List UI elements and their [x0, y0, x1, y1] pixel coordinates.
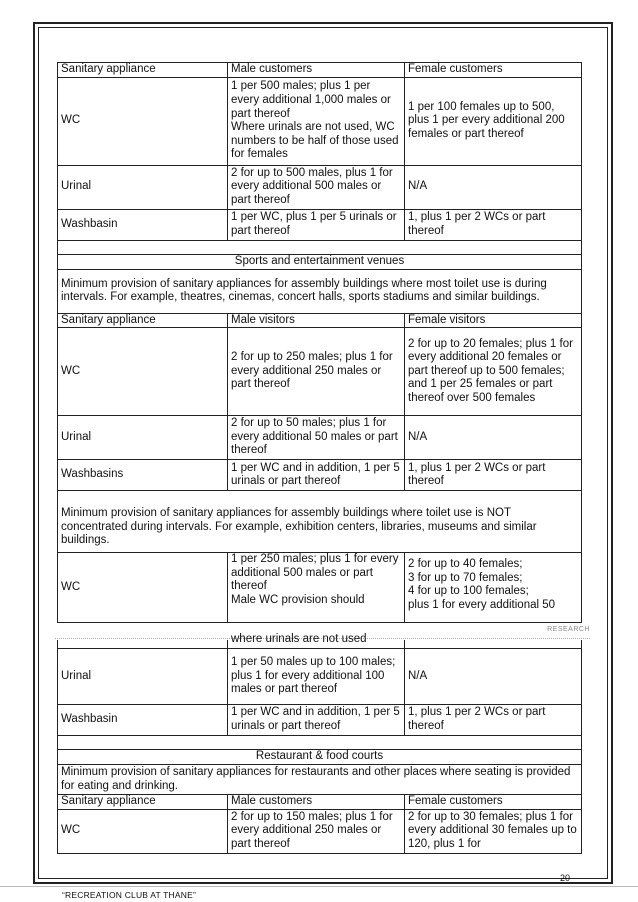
male-cell: 2 for up to 50 males; plus 1 for every additional 50 males or part thereof — [228, 416, 405, 460]
male-cell: 2 for up to 500 males, plus 1 for every additional 500 males or part thereof — [228, 165, 405, 209]
section-title-row — [58, 750, 582, 765]
table-header-row — [58, 63, 582, 78]
appliance-cell: Urinal — [58, 649, 228, 705]
section-desc-row — [58, 765, 582, 795]
table-row — [58, 165, 582, 209]
header-cell: Sanitary appliance — [58, 63, 228, 78]
table-header-row — [58, 795, 582, 810]
table-row — [58, 809, 582, 853]
appliance-cell: WC — [58, 77, 228, 165]
appliance-cell: Urinal — [58, 416, 228, 460]
appliance-cell: WC — [58, 809, 228, 853]
spacer-row — [58, 240, 582, 254]
male-cell: 1 per 50 males up to 100 males; plus 1 for every additional 100 males or part thereof — [228, 649, 405, 705]
header-cell: Sanitary appliance — [58, 795, 228, 810]
table-row — [58, 416, 582, 460]
page-number: 20 — [560, 873, 571, 883]
appliance-cell: WC — [58, 553, 228, 623]
male-cell: 1 per WC and in addition, 1 per 5 urinals or part thereof — [228, 460, 405, 491]
female-cell: 2 for up to 20 females; plus 1 for every additional 20 females or part thereof up to 500 females; and 1 per 25 females or part thereof over 500 females — [405, 328, 582, 416]
sanitary-table-upper — [57, 62, 581, 621]
spacer-row — [58, 736, 582, 750]
male-cell: 1 per WC, plus 1 per 5 urinals or part thereof — [228, 209, 405, 240]
female-cell: 1 per 100 females up to 500, plus 1 per every additional 200 females or part thereof — [405, 77, 582, 165]
female-cell: N/A — [405, 416, 582, 460]
appliance-cell: Washbasins — [58, 460, 228, 491]
section-title: Sports and entertainment venues — [58, 254, 582, 269]
appliance-cell: Washbasin — [58, 209, 228, 240]
male-cell: 1 per 500 males; plus 1 per every additional 1,000 males or part thereof Where urinals are not used, WC numbers to be half of those used for females — [228, 77, 405, 165]
footer-title: “RECREATION CLUB AT THANE” — [62, 890, 196, 900]
table-row — [58, 640, 582, 649]
header-cell: Female customers — [405, 63, 582, 78]
table-row — [58, 705, 582, 736]
male-cell: 2 for up to 250 males; plus 1 for every additional 250 males or part thereof — [228, 328, 405, 416]
header-cell: Sanitary appliance — [58, 313, 228, 328]
section-desc-row — [58, 269, 582, 313]
female-cell: 2 for up to 40 females; 3 for up to 70 females; 4 for up to 100 females; plus 1 for every additional 50 — [405, 553, 582, 623]
table-header-row — [58, 313, 582, 328]
appliance-cell: WC — [58, 328, 228, 416]
table-row — [58, 460, 582, 491]
female-cell: 1, plus 1 per 2 WCs or part thereof — [405, 460, 582, 491]
appliance-cell: Urinal — [58, 165, 228, 209]
section-description: Minimum provision of sanitary appliances for assembly buildings where toilet use is NOT concentrated during intervals. For example, exhibition centers, libraries, museums and similar buildings. — [58, 491, 582, 553]
research-label: RESEARCH — [547, 626, 590, 633]
female-cell: 1, plus 1 per 2 WCs or part thereof — [405, 209, 582, 240]
male-cell: 1 per WC and in addition, 1 per 5 urinals or part thereof — [228, 705, 405, 736]
female-cell: 2 for up to 30 females; plus 1 for every additional 30 females up to 120, plus 1 for — [405, 809, 582, 853]
section-title: Restaurant & food courts — [58, 750, 582, 765]
footer-rule — [0, 886, 638, 887]
section-description: Minimum provision of sanitary appliances for assembly buildings where most toilet use is during intervals. For example, theatres, cinemas, concert halls, sports stadiums and similar buildings. — [58, 269, 582, 313]
table-row — [58, 553, 582, 623]
header-cell: Male customers — [228, 795, 405, 810]
header-cell: Male visitors — [228, 313, 405, 328]
section-title-row — [58, 254, 582, 269]
section-desc-row — [58, 491, 582, 553]
sanitary-table-lower — [57, 633, 581, 861]
section-description: Minimum provision of sanitary appliances for restaurants and other places where seating is provided for eating and drinking. — [58, 765, 582, 795]
header-cell: Female customers — [405, 795, 582, 810]
male-cell: 1 per 250 males; plus 1 for every additional 500 males or part thereof Male WC provision should — [228, 553, 405, 623]
female-cell: N/A — [405, 165, 582, 209]
female-cell: N/A — [405, 649, 582, 705]
header-cell: Female visitors — [405, 313, 582, 328]
appliance-cell: Washbasin — [58, 705, 228, 736]
table-row — [58, 649, 582, 705]
table-row — [58, 209, 582, 240]
male-cell: 2 for up to 150 males; plus 1 for every additional 250 males or part thereof — [228, 809, 405, 853]
header-cell: Male customers — [228, 63, 405, 78]
table-row — [58, 328, 582, 416]
cut-off-text: where urinals are not used — [231, 633, 367, 645]
female-cell: 1, plus 1 per 2 WCs or part thereof — [405, 705, 582, 736]
table-row — [58, 77, 582, 165]
